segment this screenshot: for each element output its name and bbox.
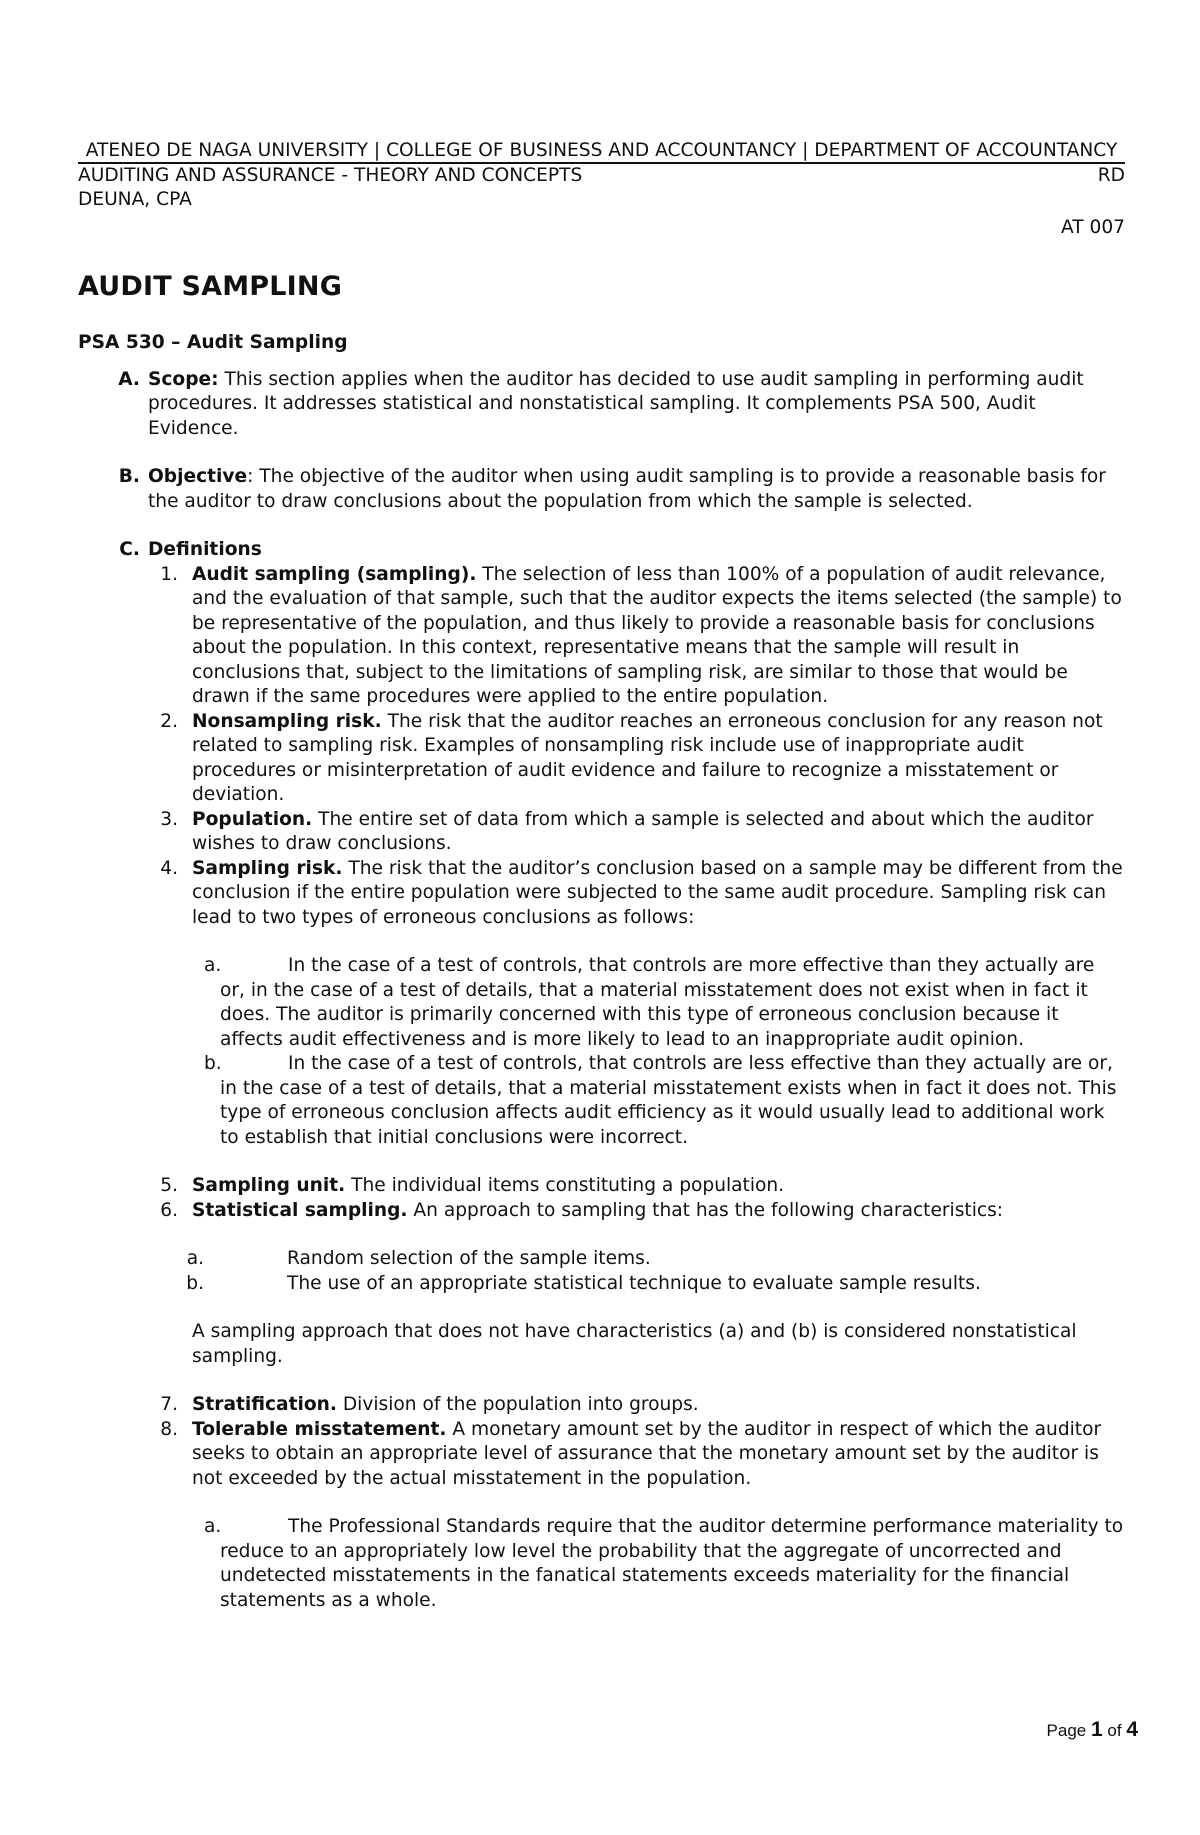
sub-item [78,1272,1125,1297]
sub-letter: b. [204,1053,222,1074]
instructor-name: DEUNA, CPA [78,189,192,210]
definition-item [78,857,1125,931]
section-definitions [78,538,1125,563]
section-label: C. [119,539,140,560]
sub-letter: a. [186,1248,204,1269]
sub-text: Random selection of the sample items. [287,1248,651,1269]
sub-item [78,1515,1125,1613]
definition-text: The risk that the auditor reaches an erroneous conclusion for any reason not related to sampling risk. Examples of nonsampling risk include use of inappropriate audit procedures or misinterpretation of audit evidence and failure to recognize a misstatement or deviation. [192,710,1103,805]
section-label: B. [118,466,140,487]
document-code: AT 007 [1060,216,1125,238]
page-content [78,140,1125,1613]
section-heading: Objective [148,466,248,487]
page-word: Page [1046,1721,1087,1740]
sub-letter: b. [186,1272,204,1294]
definition-item [78,1199,1125,1224]
definition-text: Division of the population into groups. [336,1394,699,1415]
item-number: 2. [160,710,178,732]
page-number: 1 [1090,1718,1103,1741]
sub-text: The use of an appropriate statistical technique to evaluate sample results. [287,1272,981,1294]
page-footer [1047,1718,1138,1744]
section-label: A. [118,368,140,390]
definition-term: Sampling unit. [192,1175,346,1196]
section-text: This section applies when the auditor has decided to use audit sampling in performing audit procedures. It addresses statistical and nonstatistical sampling. It complements PSA 500, Audit Evidence. [148,368,1084,439]
sub-text: In the case of a test of controls, that controls are less effective than they actually are or, in the case of a test of details, that a material misstatement exists when in fact it does not. This type of erroneous conclusion affects audit efficiency as it would usually lead to additional work to establish that initial conclusions were incorrect. [220,1053,1117,1148]
definition-text: The selection of less than 100% of a population of audit relevance, and the evaluation of that sample, such that the auditor expects the items selected (the sample) to be representative of the population, and thus likely to provide a reasonable basis for conclusions about the population. In this context, representative means that the sample will result in conclusions that, subject to the limitations of sampling risk, are similar to those that would be drawn if the same procedures were applied to the entire population. [192,563,1122,707]
sub-text: In the case of a test of controls, that controls are more effective than they actually are or, in the case of a test of details, that a material misstatement does not exist when in fact it does. The auditor is primarily concerned with this type of erroneous conclusion because it affects audit effectiveness and is more likely to lead to an inappropriate audit opinion. [220,955,1095,1050]
item-number: 8. [160,1418,178,1440]
definition-term: Tolerable misstatement. [192,1418,447,1440]
item-number: 5. [160,1175,178,1196]
definition-text: An approach to sampling that has the following characteristics: [407,1199,1004,1221]
definition-term: Population. [192,808,313,830]
definition-text: The risk that the auditor’s conclusion based on a sample may be different from the conclusion if the entire population were subjected to the same audit procedure. Sampling risk can lead to two types of erroneous conclusions as follows: [192,857,1123,928]
sub-letter: a. [204,955,222,976]
instructor-initials: RD [1097,165,1125,186]
definition-term: Statistical sampling. [192,1199,408,1221]
item-number: 1. [160,563,178,585]
definition-text: The entire set of data from which a sample is selected and about which the auditor wishes to draw conclusions. [192,808,1094,854]
definition-item [78,1418,1125,1492]
section-heading: Scope: [148,368,219,390]
page-total: 4 [1126,1718,1138,1741]
item-number: 7. [160,1394,178,1415]
course-title: AUDITING AND ASSURANCE - THEORY AND CONCEPTS [78,165,583,186]
definition-item [78,1174,1125,1199]
sub-text: The Professional Standards require that the auditor determine performance materiality to reduce to an appropriately low level the probability that the aggregate of uncorrected and undetected misstatements in the fanatical statements exceeds materiality for the financial statements as a whole. [220,1516,1124,1611]
definition-text: A monetary amount set by the auditor in respect of which the auditor seeks to obtain an appropriate level of assurance that the monetary amount set by the auditor is not exceeded by the actual misstatement in the population. [192,1418,1102,1489]
statistical-note: A sampling approach that does not have characteristics (a) and (b) is considered nonstatistical sampling. [192,1321,1077,1367]
section-scope [78,368,1125,442]
course-line [78,164,1125,188]
definition-term: Sampling risk. [192,857,343,879]
sub-item [78,1052,1125,1150]
definition-term: Stratification. [192,1394,337,1415]
item-number: 4. [160,857,178,879]
of-word: of [1107,1721,1122,1740]
definition-term: Nonsampling risk. [192,710,382,732]
page-subtitle: PSA 530 – Audit Sampling [78,331,348,353]
definition-item [78,710,1125,808]
item-number: 3. [160,808,178,830]
definition-item [78,1393,1125,1418]
definition-item [78,563,1125,710]
sub-item [78,954,1125,1052]
section-heading: Definitions [148,539,262,560]
definition-text: The individual items constituting a population. [345,1175,785,1196]
section-objective [78,465,1125,514]
item-number: 6. [160,1199,178,1221]
definition-item [78,808,1125,857]
section-text: : The objective of the auditor when using audit sampling is to provide a reasonable basis for the auditor to draw conclusions about the population from which the sample is selected. [148,466,1106,512]
sub-item [78,1247,1125,1272]
university-header: ATENEO DE NAGA UNIVERSITY | COLLEGE OF BUSINESS AND ACCOUNTANCY | DEPARTMENT OF ACCOUNTANCY [85,140,1118,161]
sub-letter: a. [204,1516,222,1537]
page-title: AUDIT SAMPLING [78,270,343,302]
definition-term: Audit sampling (sampling). [192,563,477,585]
